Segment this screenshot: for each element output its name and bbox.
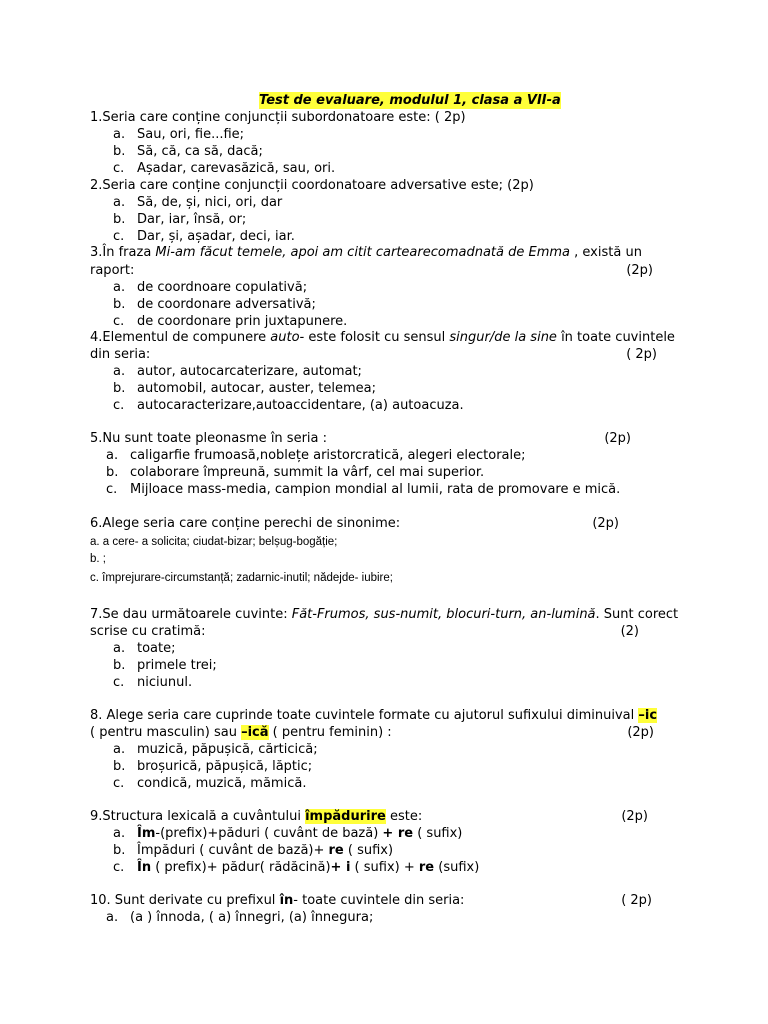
question-3-text: 3.În fraza Mi-am făcut temele, apoi am citit cartearecomadnată de Emma , există un — [90, 245, 642, 260]
question-8-points: (2p) — [627, 725, 654, 740]
question-3-points: (2p) — [626, 263, 653, 278]
question-6-points: (2p) — [592, 516, 619, 531]
q5-option-a: a. caligarfie frumoasă,noblețe aristorcratică, alegeri electorale; — [106, 448, 526, 463]
q8-option-c: c. condică, muzică, mămică. — [113, 776, 307, 791]
question-10-points: ( 2p) — [621, 893, 652, 908]
question-2-text: 2.Seria care conține conjuncții coordonatoare adversative este; (2p) — [90, 178, 534, 193]
q3-option-c: c. de coordonare prin juxtapunere. — [113, 314, 348, 329]
q5-option-b: b. colaborare împreună, summit la vârf, cel mai superior. — [106, 465, 485, 480]
q9-option-c: c. În ( prefix)+ pădur( rădăcină)+ i ( sufix) + re (sufix) — [113, 860, 480, 875]
question-8-text-line2: ( pentru masculin) sau –ică ( pentru feminin) : — [90, 725, 392, 740]
q2-option-a: a. Să, de, și, nici, ori, dar — [113, 195, 283, 210]
question-5-points: (2p) — [604, 431, 631, 446]
q7-option-c: c. niciunul. — [113, 675, 193, 690]
q7-option-b: b. primele trei; — [113, 658, 217, 673]
question-6-text: 6.Alege seria care conține perechi de sinonime: — [90, 516, 401, 531]
q9-option-a: a. Îm-(prefix)+păduri ( cuvânt de bază) + re ( sufix) — [113, 826, 463, 841]
question-8-text: 8. Alege seria care cuprinde toate cuvintele formate cu ajutorul sufixului diminuival –ic — [90, 708, 658, 723]
question-4-text: 4.Elementul de compunere auto- este folosit cu sensul singur/de la sine în toate cuvintele — [90, 330, 675, 345]
q8-option-b: b. broșurică, păpușică, lăptic; — [113, 759, 313, 774]
q3-option-a: a. de coordnoare copulativă; — [113, 280, 308, 295]
q1-option-a: a. Sau, ori, fie...fie; — [113, 127, 245, 142]
q1-option-c: c. Așadar, carevasăzică, sau, ori. — [113, 161, 336, 176]
question-9-points: (2p) — [621, 809, 648, 824]
q4-option-a: a. autor, autocarcaterizare, automat; — [113, 364, 362, 379]
q6-option-b: b. ; — [90, 553, 106, 565]
question-10-text: 10. Sunt derivate cu prefixul în- toate cuvintele din seria: — [90, 893, 465, 908]
q2-option-b: b. Dar, iar, însă, or; — [113, 212, 247, 227]
question-7-text: 7.Se dau următoarele cuvinte: Făt-Frumos, sus-numit, blocuri-turn, an-lumină. Sunt corect — [90, 607, 679, 622]
q9-option-b: b. Împăduri ( cuvânt de bază)+ re ( sufix) — [113, 843, 394, 858]
question-3-text-line2: raport: — [90, 263, 135, 278]
q4-option-c: c. autocaracterizare,autoaccidentare, (a) autoacuza. — [113, 398, 464, 413]
question-4-text-line2: din seria: — [90, 347, 151, 362]
question-9-text: 9.Structura lexicală a cuvântului împădurire este: — [90, 809, 423, 824]
q4-option-b: b. automobil, autocar, auster, telemea; — [113, 381, 376, 396]
question-7-points: (2) — [620, 624, 639, 639]
q5-option-c: c. Mijloace mass-media, campion mondial al lumii, rata de promovare e mică. — [106, 482, 621, 497]
q8-option-a: a. muzică, păpușică, cărticică; — [113, 742, 318, 757]
q2-option-c: c. Dar, și, așadar, deci, iar. — [113, 229, 295, 244]
question-7-text-line2: scrise cu cratimă: — [90, 624, 206, 639]
test-title: Test de evaluare, modulul 1, clasa a VII-a — [259, 93, 561, 108]
q3-option-b: b. de coordonare adversativă; — [113, 297, 316, 312]
q6-option-c: c. împrejurare-circumstanță; zadarnic-inutil; nădejde- iubire; — [90, 572, 393, 584]
question-5-text: 5.Nu sunt toate pleonasme în seria : — [90, 431, 328, 446]
q6-option-a: a. a cere- a solicita; ciudat-bizar; belșug-bogăție; — [90, 536, 338, 548]
q1-option-b: b. Să, că, ca să, dacă; — [113, 144, 263, 159]
question-1-text: 1.Seria care conține conjuncții subordonatoare este: ( 2p) — [90, 110, 466, 125]
q10-option-a: a. (a ) înnoda, ( a) înnegri, (a) înnegura; — [106, 910, 374, 925]
q7-option-a: a. toate; — [113, 641, 176, 656]
question-4-points: ( 2p) — [626, 347, 657, 362]
